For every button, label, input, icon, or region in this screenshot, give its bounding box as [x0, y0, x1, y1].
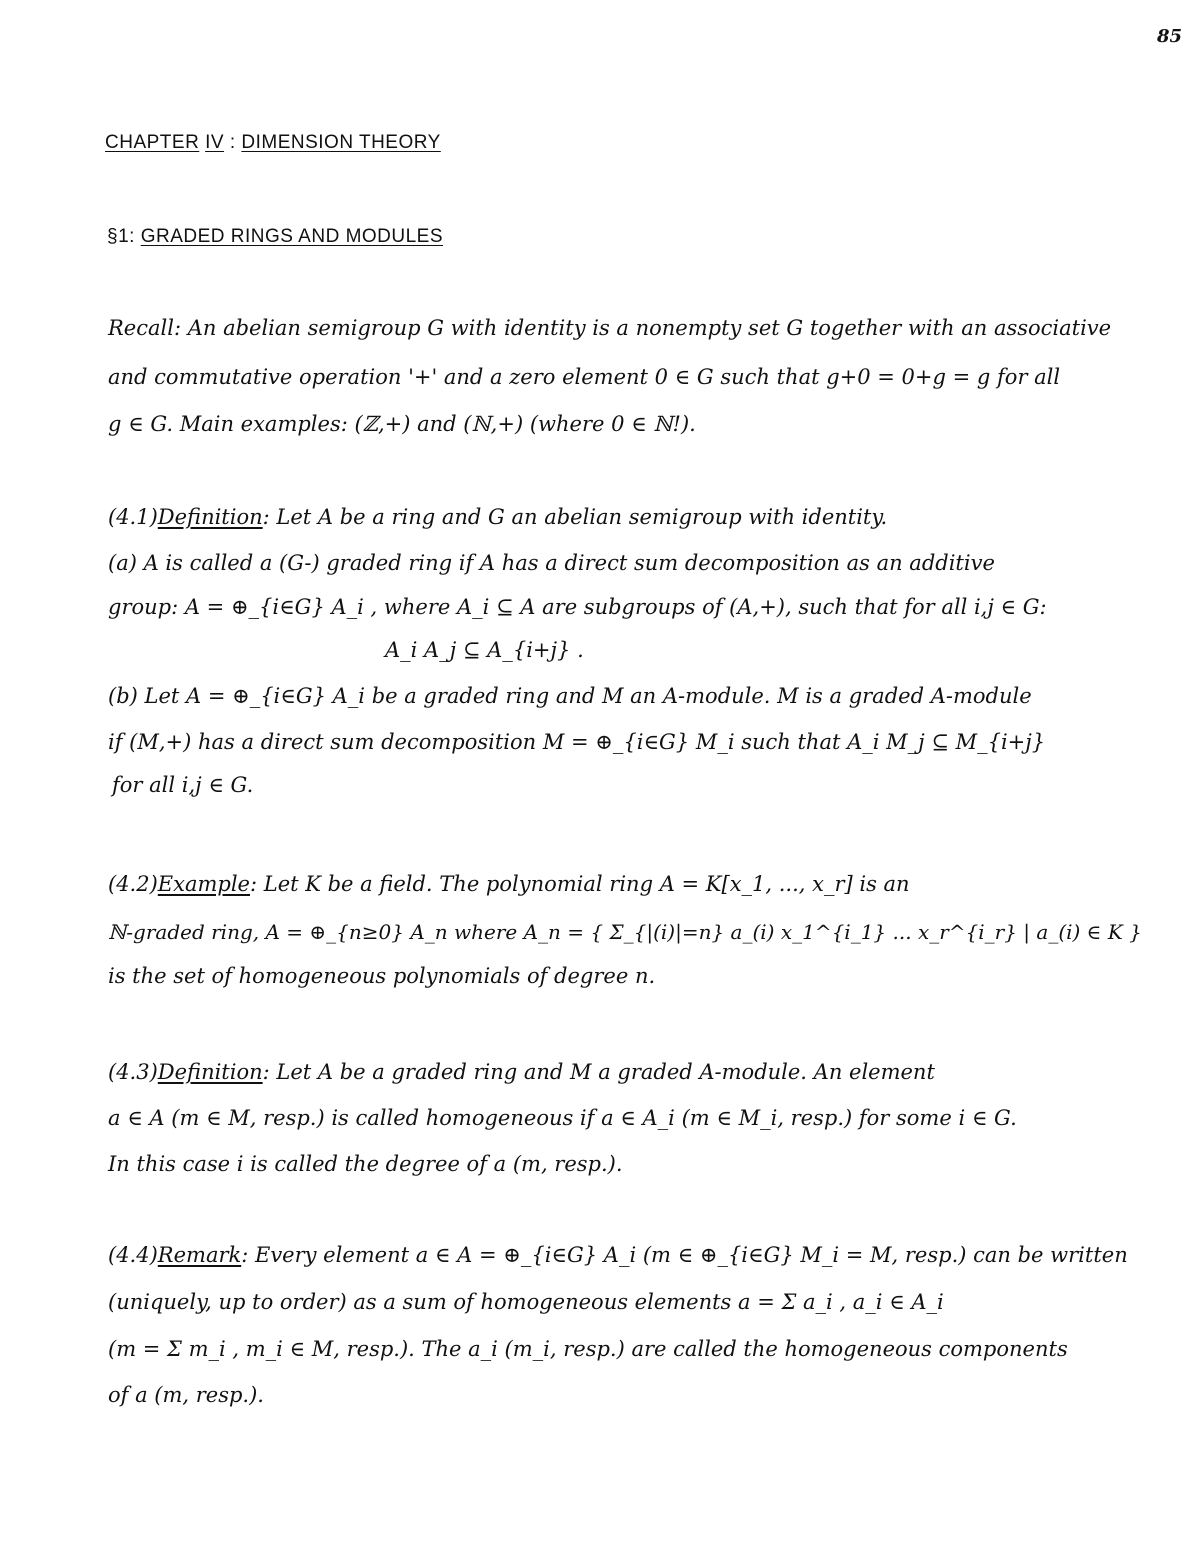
definition-4-1-formula: A_i A_j ⊆ A_{i+j} .	[385, 638, 584, 662]
definition-4-1-line: if (M,+) has a direct sum decomposition M = ⊕_{i∈G} M_i such that A_i M_j ⊆ M_{i+j}	[108, 730, 1046, 754]
definition-4-1-line: (b) Let A = ⊕_{i∈G} A_i be a graded ring and M an A-module. M is a graded A-module	[108, 684, 1032, 708]
section-title: GRADED RINGS AND MODULES	[140, 226, 444, 247]
recall-line: g ∈ G. Main examples: (ℤ,+) and (ℕ,+) (where 0 ∈ ℕ!).	[108, 412, 696, 436]
remark-4-4-line: of a (m, resp.).	[108, 1383, 264, 1407]
chapter-heading	[105, 132, 441, 154]
definition-4-3-line: In this case i is called the degree of a (m, resp.).	[108, 1152, 623, 1176]
definition-4-1-line: (a) A is called a (G-) graded ring if A has a direct sum decomposition as an additive	[108, 551, 995, 575]
example-4-2-line: is the set of homogeneous polynomials of degree n.	[108, 964, 656, 988]
item-text: : Every element a ∈ A = ⊕_{i∈G} A_i (m ∈ ⊕_{i∈G} M_i = M, resp.) can be written	[241, 1243, 1128, 1267]
item-label: (4.1)	[108, 505, 158, 529]
remark-4-4-line: (m = Σ m_i , m_i ∈ M, resp.). The a_i (m_i, resp.) are called the homogeneous components	[108, 1337, 1068, 1361]
section-heading	[107, 226, 443, 248]
item-kind: Remark	[157, 1243, 242, 1267]
example-4-2-line: ℕ-graded ring, A = ⊕_{n≥0} A_n where A_n = { Σ_{|(i)|=n} a_(i) x_1^{i_1} ... x_r^{i_r} | a_(i) ∈ K }	[108, 920, 1142, 944]
page-number: 85	[1156, 26, 1182, 47]
chapter-title: DIMENSION THEORY	[241, 132, 441, 153]
definition-4-3-line: a ∈ A (m ∈ M, resp.) is called homogeneous if a ∈ A_i (m ∈ M_i, resp.) for some i ∈ G.	[108, 1106, 1017, 1130]
definition-4-1-line: for all i,j ∈ G.	[112, 773, 254, 797]
example-4-2-line	[108, 874, 910, 895]
chapter-label: CHAPTER	[105, 132, 200, 153]
item-text: : Let K be a field. The polynomial ring A = K[x_1, ..., x_r] is an	[250, 872, 910, 896]
item-label: (4.3)	[108, 1060, 158, 1084]
recall-line: Recall: An abelian semigroup G with identity is a nonempty set G together with an associative	[108, 316, 1112, 340]
item-label: (4.4)	[108, 1243, 158, 1267]
item-kind: Example	[157, 872, 250, 896]
item-kind: Definition	[157, 1060, 263, 1084]
item-kind: Definition	[157, 505, 263, 529]
item-text: : Let A be a graded ring and M a graded A-module. An element	[262, 1060, 935, 1084]
item-text: : Let A be a ring and G an abelian semigroup with identity.	[262, 505, 888, 529]
definition-4-1-line	[108, 507, 887, 528]
definition-4-1-line: group: A = ⊕_{i∈G} A_i , where A_i ⊆ A are subgroups of (A,+), such that for all i,j ∈ G:	[108, 595, 1047, 619]
section-mark: §1:	[107, 226, 135, 247]
chapter-separator: :	[229, 132, 236, 153]
recall-line: and commutative operation '+' and a zero element 0 ∈ G such that g+0 = 0+g = g for all	[108, 365, 1061, 389]
definition-4-3-line	[108, 1062, 935, 1083]
remark-4-4-line: (uniquely, up to order) as a sum of homogeneous elements a = Σ a_i , a_i ∈ A_i	[108, 1290, 944, 1314]
item-label: (4.2)	[108, 872, 158, 896]
remark-4-4-line	[108, 1245, 1128, 1266]
chapter-numeral: IV	[205, 132, 225, 153]
